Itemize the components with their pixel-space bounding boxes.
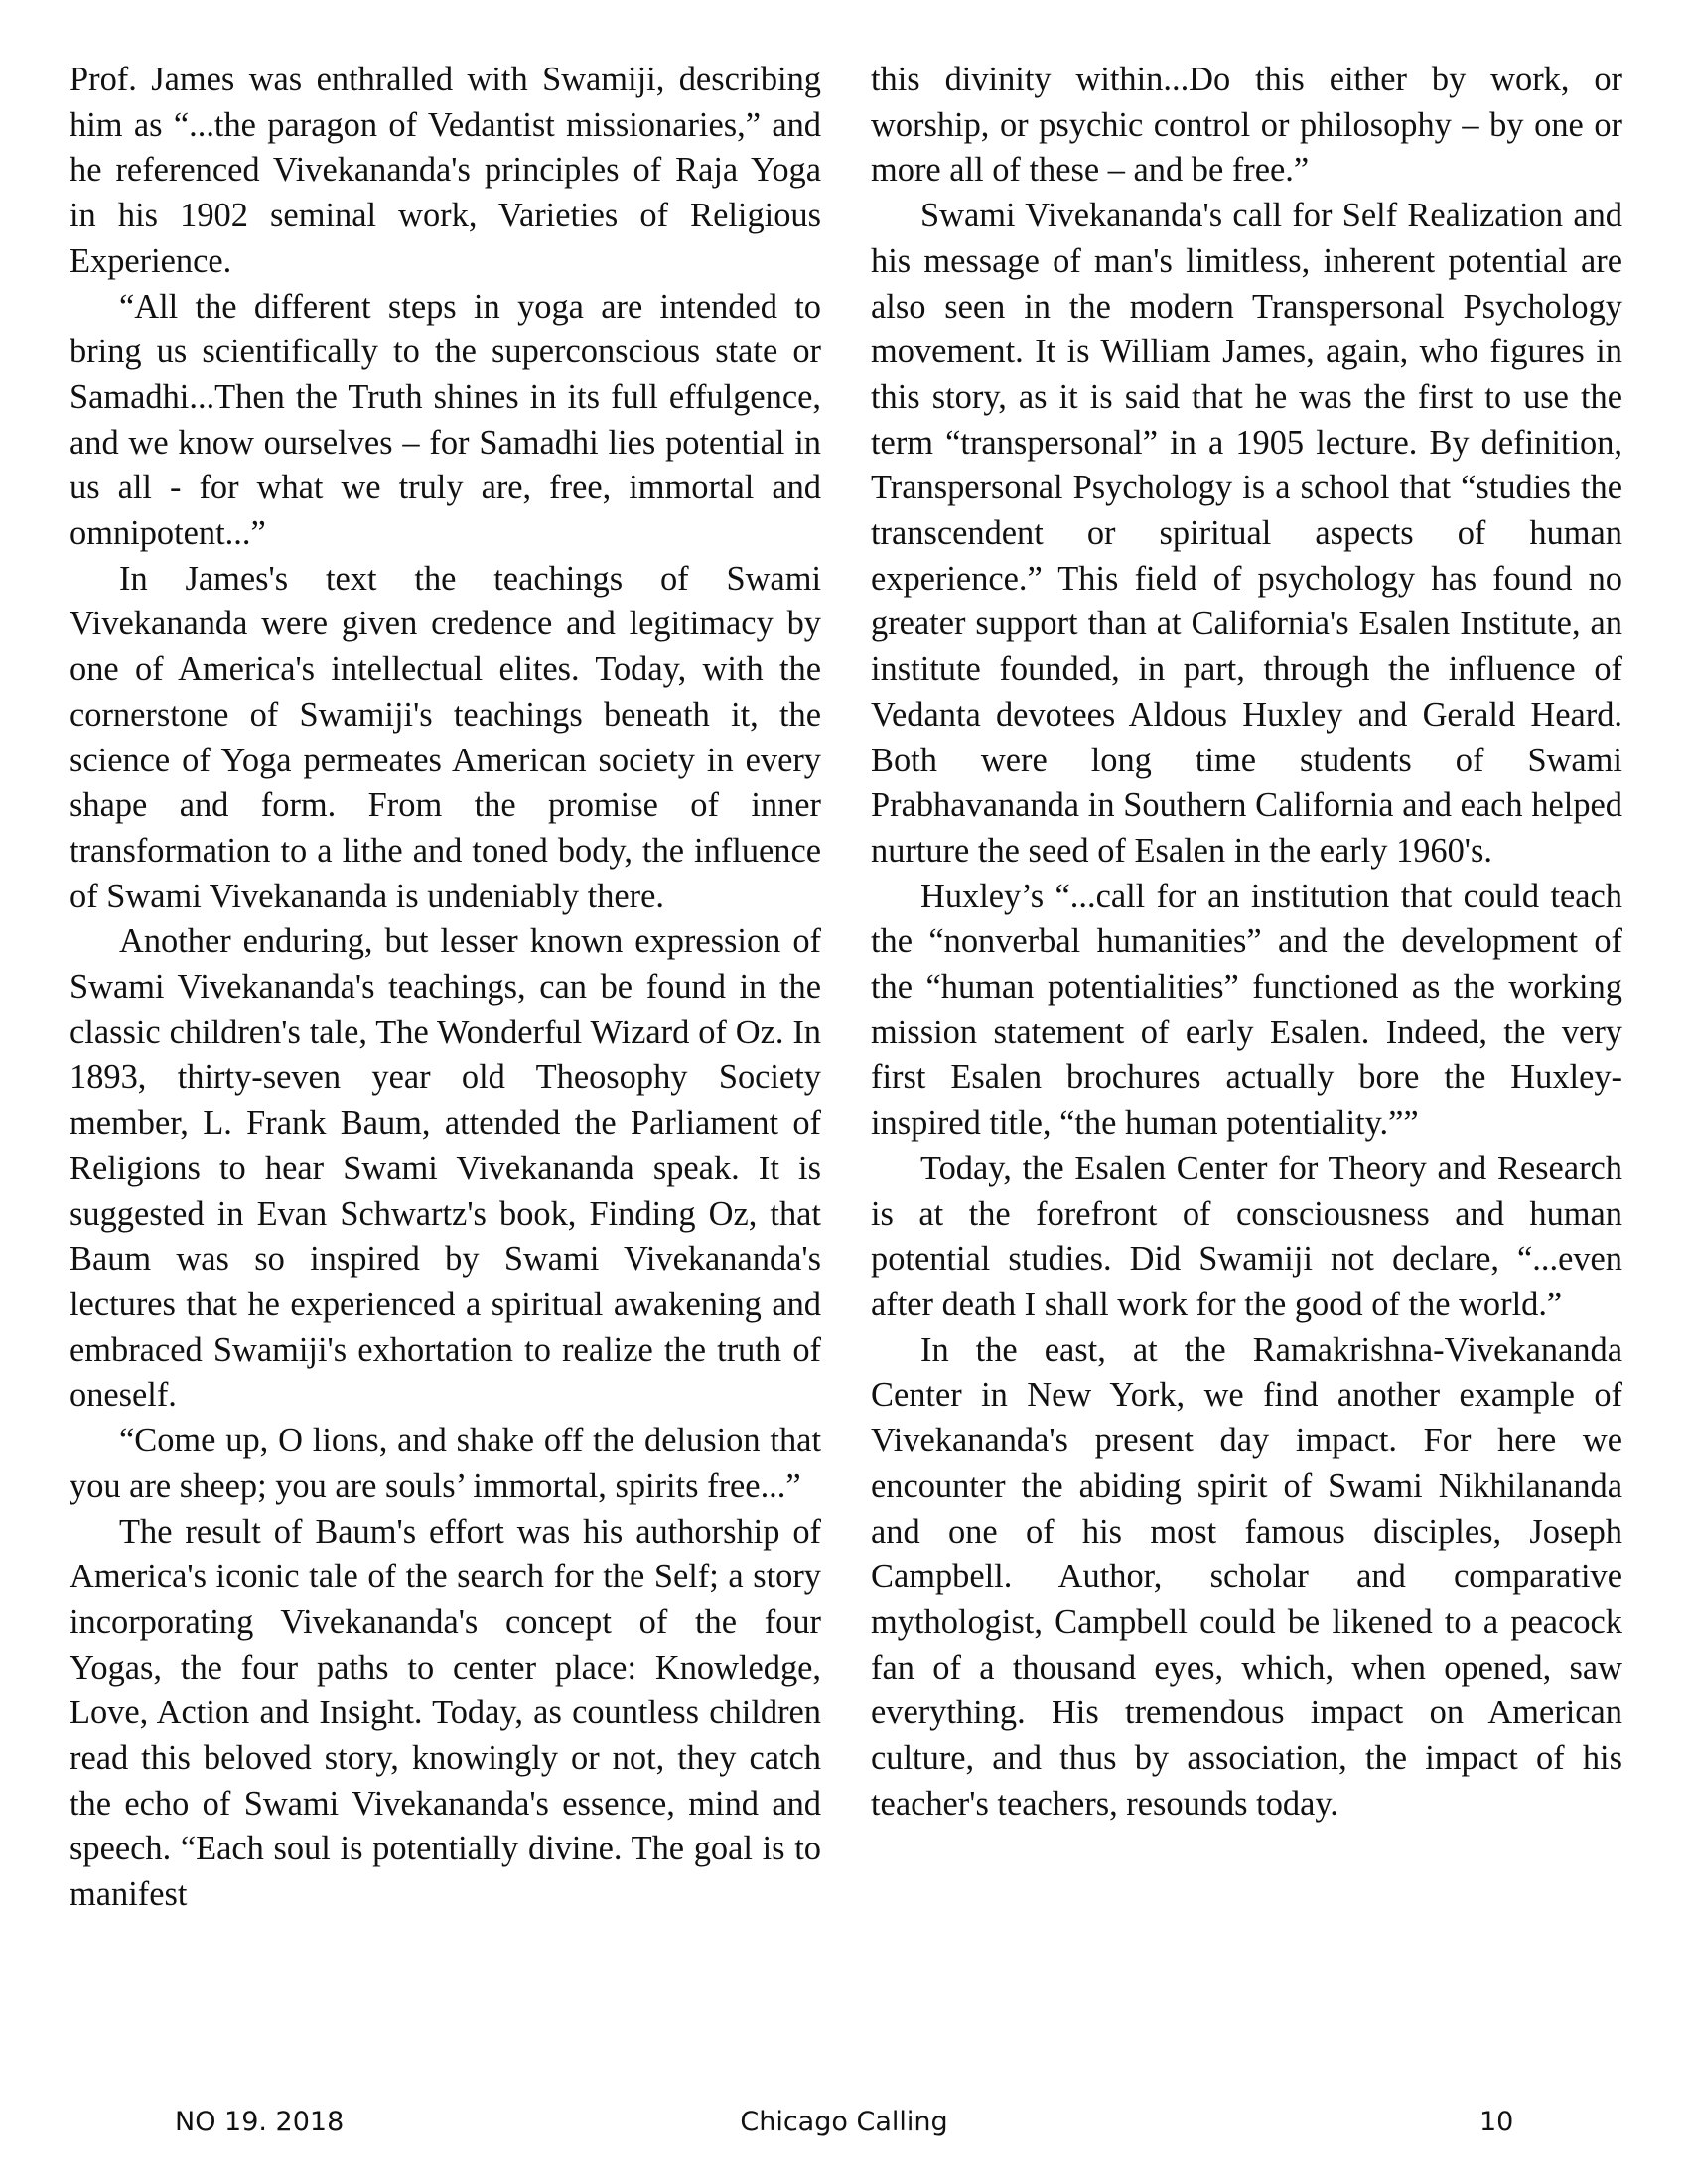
left-column — [70, 58, 821, 1918]
paragraph: this divinity within...Do this either by work, or worship, or psychic control or philosophy – by one or more all of these – and be free.” — [871, 61, 1622, 190]
paragraph: “Come up, O lions, and shake off the delusion that you are sheep; you are souls’ immortal, spirits free...” — [70, 1422, 821, 1505]
paragraph: “All the different steps in yoga are intended to bring us scientifically to the superconscious state or Samadhi...Then the Truth shines in its full effulgence, and we know ourselves – for Samadhi lies potential in us all - for what we truly are, free, immortal and omnipotent...” — [70, 287, 821, 553]
footer-page-number: 10 — [1479, 2107, 1514, 2137]
footer-publication: Chicago Calling — [740, 2107, 948, 2137]
paragraph: Today, the Esalen Center for Theory and Research is at the forefront of consciousness and human potential studies. Did Swamiji not declare, “...even after death I shall work for the good of the world.” — [871, 1149, 1622, 1323]
paragraph: Huxley’s “...call for an institution that could teach the “nonverbal humanities” and the development of the “human potentialities” functioned as the working mission statement of early Esalen. Indeed, the very first Esalen brochures actually bore the Huxley-inspired title, “the human potentiality.”” — [871, 877, 1622, 1143]
paragraph: The result of Baum's effort was his authorship of America's iconic tale of the search for the Self; a story incorporating Vivekananda's concept of the four Yogas, the four paths to center place: Knowledge, Love, Action and Insight. Today, as countless children read this beloved story, knowingly or not, they catch the echo of Swami Vivekananda's essence, mind and speech. “Each soul is potentially divine. The goal is to manifest — [70, 1512, 821, 1914]
paragraph: Swami Vivekananda's call for Self Realization and his message of man's limitless, inherent potential are also seen in the modern Transpersonal Psychology movement. It is William James, again, who figures in this story, as it is said that he was the first to use the term “transpersonal” in a 1905 lecture. By definition, Transpersonal Psychology is a school that “studies the transcendent or spiritual aspects of human experience.” This field of psychology has found no greater support than at California's Esalen Institute, an institute founded, in part, through the influence of Vedanta devotees Aldous Huxley and Gerald Heard. Both were long time students of Swami Prabhavananda in Southern California and each helped nurture the seed of Esalen in the early 1960's. — [871, 197, 1622, 870]
paragraph: Another enduring, but lesser known expression of Swami Vivekananda's teachings, can be found in the classic children's tale, The Wonderful Wizard of Oz. In 1893, thirty-seven year old Theosophy Society member, L. Frank Baum, attended the Parliament of Religions to hear Swami Vivekananda speak. It is suggested in Evan Schwartz's book, Finding Oz, that Baum was so inspired by Swami Vivekananda's lectures that he experienced a spiritual awakening and embraced Swamiji's exhortation to realize the truth of oneself. — [70, 922, 821, 1415]
paragraph: In James's text the teachings of Swami Vivekananda were given credence and legitimacy by one of America's intellectual elites. Today, with the cornerstone of Swamiji's teachings beneath it, the science of Yoga permeates American society in every shape and form. From the promise of inner transformation to a lithe and toned body, the influence of Swami Vivekananda is undeniably there. — [70, 559, 821, 915]
paragraph: Prof. James was enthralled with Swamiji, describing him as “...the paragon of Vedantist missionaries,” and he referenced Vivekananda's principles of Raja Yoga in his 1902 seminal work, Varieties of Religious Experience. — [70, 61, 821, 280]
paragraph: In the east, at the Ramakrishna-Vivekananda Center in New York, we find another example of Vivekananda's present day impact. For here we encounter the abiding spirit of Swami Nikhilananda and one of his most famous disciples, Joseph Campbell. Author, scholar and comparative mythologist, Campbell could be likened to a peacock fan of a thousand eyes, which, when opened, saw everything. His tremendous impact on American culture, and thus by association, the impact of his teacher's teachers, resounds today. — [871, 1330, 1622, 1823]
footer-issue: NO 19. 2018 — [175, 2107, 345, 2137]
right-column — [871, 58, 1622, 1827]
